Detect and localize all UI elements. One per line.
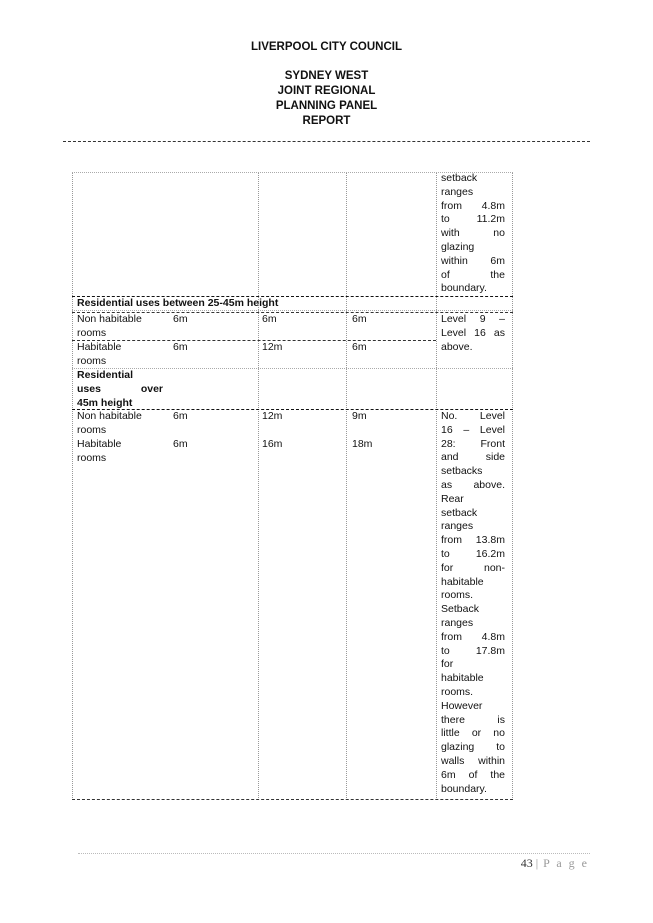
notes-cell: [441, 172, 505, 296]
note-line: setback: [441, 172, 478, 184]
room-type-line: Habitable: [77, 341, 122, 353]
note-line: from 4.8m: [441, 199, 505, 212]
note-line: boundary.: [441, 282, 487, 295]
note-line: as above.: [441, 478, 505, 491]
note-line: habitable: [441, 672, 484, 685]
room-type-line: Non habitable: [77, 410, 142, 422]
page-label: P a g e: [543, 856, 589, 870]
page-separator: |: [535, 856, 541, 870]
setback-value: 6m: [173, 410, 188, 422]
note-line: there is: [441, 713, 505, 726]
note-line: for: [441, 658, 454, 671]
note-line: No. Level: [441, 410, 505, 422]
table-border-right: [512, 172, 513, 800]
note-line: boundary.: [441, 782, 487, 795]
note-line: setbacks: [441, 465, 483, 478]
setback-table: [72, 172, 513, 800]
panel-title-line: SYDNEY WEST: [284, 70, 369, 82]
section-heading-word: uses: [77, 382, 101, 395]
room-type-cell: [77, 341, 121, 369]
note-line: Level 9 –: [441, 313, 505, 325]
section-heading-line: Residential: [77, 369, 134, 381]
room-type-cell: [77, 410, 142, 438]
note-line: of the: [441, 268, 505, 281]
note-line: walls within: [441, 754, 505, 767]
room-type-line: rooms: [77, 354, 107, 367]
note-line: 16 – Level: [441, 423, 505, 436]
council-name: LIVERPOOL CITY COUNCIL: [250, 41, 402, 53]
table-column-divider: [258, 172, 259, 800]
setback-value: 6m: [173, 313, 188, 325]
note-line: ranges: [441, 520, 474, 533]
note-line: rooms.: [441, 685, 474, 698]
note-line: above.: [441, 340, 473, 353]
table-border-bottom: [72, 799, 513, 800]
panel-title: [0, 69, 653, 129]
note-line: 6m of the: [441, 768, 505, 781]
note-line: and side: [441, 451, 505, 464]
table-column-divider: [346, 172, 347, 800]
note-line: to 11.2m: [441, 213, 505, 226]
note-line: rooms.: [441, 589, 474, 602]
section-heading: Residential uses between 25-45m height: [77, 297, 279, 309]
note-line: ranges: [441, 616, 474, 629]
setback-value: 12m: [262, 410, 283, 422]
section-heading: [77, 369, 163, 410]
note-line: for non-: [441, 561, 505, 574]
note-line: with no: [441, 227, 505, 240]
panel-title-line: JOINT REGIONAL: [277, 85, 376, 97]
room-type-line: rooms: [77, 451, 107, 464]
note-line: However: [441, 699, 483, 712]
note-line: from 13.8m: [441, 534, 505, 547]
setback-value: 12m: [262, 341, 283, 353]
note-line: Setback: [441, 603, 479, 616]
room-type-line: rooms: [77, 423, 107, 436]
room-type-line: Non habitable: [77, 313, 142, 325]
section-heading-line: [77, 383, 163, 397]
setback-value: 16m: [262, 438, 283, 450]
room-type-cell: [77, 438, 121, 466]
notes-cell: [441, 410, 505, 796]
page-footer: [521, 856, 589, 871]
note-line: within 6m: [441, 254, 505, 267]
header-divider: [63, 141, 590, 142]
note-line: from 4.8m: [441, 630, 505, 643]
room-type-line: rooms: [77, 326, 107, 339]
setback-value: 18m: [352, 438, 373, 450]
setback-value: 6m: [262, 313, 277, 325]
note-line: ranges: [441, 185, 474, 198]
table-column-divider: [436, 172, 437, 800]
note-line: setback: [441, 506, 478, 519]
note-line: habitable: [441, 575, 484, 588]
note-line: 28: Front: [441, 437, 505, 450]
note-line: to 16.2m: [441, 547, 505, 560]
section-heading-line: 45m height: [77, 396, 133, 409]
table-border-left: [72, 172, 73, 800]
note-line: Level 16 as: [441, 326, 505, 339]
note-line: Rear: [441, 492, 464, 505]
setback-value: 6m: [352, 313, 367, 325]
panel-title-line: PLANNING PANEL: [275, 100, 378, 112]
room-type-cell: [77, 313, 142, 341]
note-line: glazing to: [441, 741, 505, 754]
setback-value: 6m: [173, 341, 188, 353]
panel-title-line: REPORT: [302, 115, 351, 127]
setback-value: 6m: [352, 341, 367, 353]
note-line: little or no: [441, 727, 505, 740]
page-number: 43: [520, 856, 533, 870]
setback-value: 6m: [173, 438, 188, 450]
section-heading-word: over: [140, 382, 163, 395]
note-line: glazing: [441, 240, 475, 253]
room-type-line: Habitable: [77, 438, 122, 450]
footer-divider: [78, 853, 590, 854]
setback-value: 9m: [352, 410, 367, 422]
notes-cell: [441, 313, 505, 354]
note-line: to 17.8m: [441, 644, 505, 657]
